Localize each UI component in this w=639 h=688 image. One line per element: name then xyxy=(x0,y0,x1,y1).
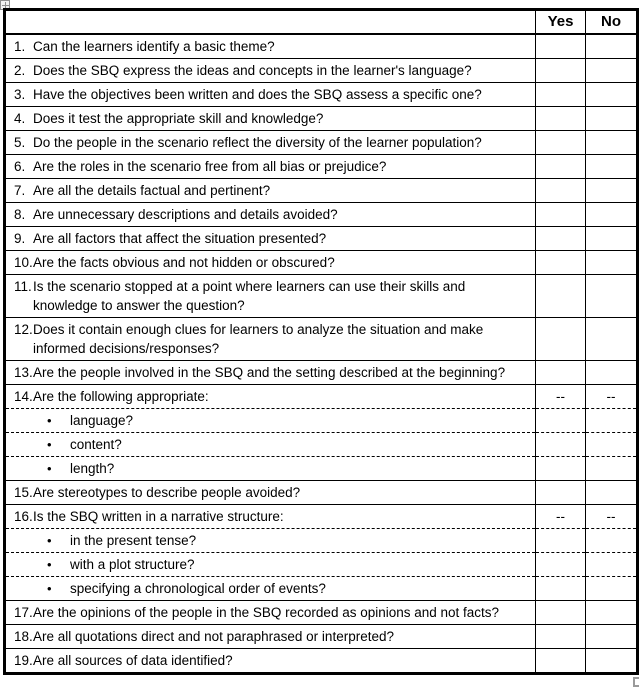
yes-cell[interactable] xyxy=(536,154,586,178)
question-text: Are the people involved in the SBQ and the setting described at the beginning? xyxy=(33,364,506,380)
checklist-subrow xyxy=(5,408,638,432)
question-number: 5. xyxy=(14,134,26,150)
yes-cell[interactable] xyxy=(536,34,586,59)
yes-cell[interactable] xyxy=(536,130,586,154)
subitem-text: with a plot structure? xyxy=(70,556,195,572)
question-cell xyxy=(5,384,536,408)
question-number: 1. xyxy=(14,38,26,54)
question-text: Does it test the appropriate skill and knowledge? xyxy=(33,110,324,126)
no-cell[interactable] xyxy=(586,178,638,202)
subitem-cell xyxy=(5,528,536,552)
question-cell xyxy=(5,600,536,624)
question-number: 8. xyxy=(14,206,26,222)
question-number: 2. xyxy=(14,62,26,78)
checklist-subrow xyxy=(5,432,638,456)
yes-cell[interactable] xyxy=(536,58,586,82)
no-cell[interactable] xyxy=(586,202,638,226)
checklist-row xyxy=(5,250,638,274)
no-cell[interactable] xyxy=(586,130,638,154)
question-text: Are unnecessary descriptions and details avoided? xyxy=(33,206,338,222)
no-cell[interactable] xyxy=(586,360,638,384)
yes-cell[interactable] xyxy=(536,624,586,648)
question-number: 18. xyxy=(14,628,33,644)
yes-cell[interactable] xyxy=(536,82,586,106)
yes-cell[interactable] xyxy=(536,528,586,552)
subitem-text: specifying a chronological order of events? xyxy=(70,580,326,596)
question-number: 12. xyxy=(14,321,33,337)
no-cell[interactable] xyxy=(586,528,638,552)
checklist-row xyxy=(5,82,638,106)
question-number: 3. xyxy=(14,86,26,102)
subitem-cell xyxy=(5,552,536,576)
checklist-row xyxy=(5,226,638,250)
yes-cell[interactable] xyxy=(536,178,586,202)
question-column-header xyxy=(5,10,536,34)
no-cell[interactable] xyxy=(586,317,638,360)
checklist-row xyxy=(5,360,638,384)
question-cell xyxy=(5,360,536,384)
question-text: Can the learners identify a basic theme? xyxy=(33,38,275,54)
question-text: Do the people in the scenario reflect the diversity of the learner population? xyxy=(33,134,482,150)
header-row xyxy=(5,10,638,34)
yes-cell[interactable]: -- xyxy=(536,384,586,408)
checklist-row xyxy=(5,154,638,178)
yes-cell[interactable] xyxy=(536,408,586,432)
checklist-subrow xyxy=(5,528,638,552)
checklist-row xyxy=(5,504,638,528)
question-number: 17. xyxy=(14,604,33,620)
checklist-row xyxy=(5,34,638,59)
yes-cell[interactable]: -- xyxy=(536,504,586,528)
question-number: 16. xyxy=(14,508,33,524)
question-number: 4. xyxy=(14,110,26,126)
no-cell[interactable] xyxy=(586,480,638,504)
no-cell[interactable] xyxy=(586,106,638,130)
question-cell xyxy=(5,178,536,202)
checklist-row xyxy=(5,274,638,317)
subitem-cell xyxy=(5,456,536,480)
question-text: Does the SBQ express the ideas and concepts in the learner's language? xyxy=(33,62,472,78)
bullet-icon: • xyxy=(47,580,52,596)
question-cell xyxy=(5,504,536,528)
yes-cell[interactable] xyxy=(536,480,586,504)
question-number: 14. xyxy=(14,388,33,404)
question-cell xyxy=(5,106,536,130)
question-number: 11. xyxy=(14,278,32,294)
no-cell[interactable] xyxy=(586,250,638,274)
checklist-row xyxy=(5,178,638,202)
no-cell[interactable] xyxy=(586,456,638,480)
yes-column-header: Yes xyxy=(536,10,586,34)
no-cell[interactable] xyxy=(586,34,638,59)
question-number: 10. xyxy=(14,254,33,270)
yes-cell[interactable] xyxy=(536,226,586,250)
question-text: Is the SBQ written in a narrative structure: xyxy=(33,508,284,524)
checklist-row xyxy=(5,106,638,130)
no-cell[interactable] xyxy=(586,600,638,624)
checklist-row xyxy=(5,624,638,648)
question-text: Are the roles in the scenario free from all bias or prejudice? xyxy=(33,158,387,174)
question-cell xyxy=(5,58,536,82)
bullet-icon: • xyxy=(47,436,52,452)
yes-cell[interactable] xyxy=(536,202,586,226)
no-cell[interactable] xyxy=(586,82,638,106)
checklist-row xyxy=(5,317,638,360)
question-cell xyxy=(5,130,536,154)
question-text: Have the objectives been written and does the SBQ assess a specific one? xyxy=(33,86,482,102)
question-text: Does it contain enough clues for learners to analyze the situation and make informed decisions/responses? xyxy=(33,321,484,356)
yes-cell[interactable] xyxy=(536,317,586,360)
question-cell xyxy=(5,82,536,106)
question-text: Are stereotypes to describe people avoided? xyxy=(33,484,301,500)
question-cell xyxy=(5,480,536,504)
question-number: 19. xyxy=(14,652,33,668)
checklist-row xyxy=(5,58,638,82)
no-cell[interactable] xyxy=(586,648,638,673)
no-cell[interactable] xyxy=(586,624,638,648)
question-text: Are all sources of data identified? xyxy=(33,652,233,668)
no-cell[interactable]: -- xyxy=(586,384,638,408)
yes-cell[interactable] xyxy=(536,360,586,384)
question-text: Are all quotations direct and not paraphrased or interpreted? xyxy=(33,628,394,644)
checklist-row xyxy=(5,384,638,408)
yes-cell[interactable] xyxy=(536,106,586,130)
no-cell[interactable] xyxy=(586,274,638,317)
question-cell xyxy=(5,154,536,178)
no-cell[interactable] xyxy=(586,154,638,178)
checklist-row xyxy=(5,130,638,154)
no-cell[interactable] xyxy=(586,226,638,250)
bullet-icon: • xyxy=(47,556,52,572)
question-cell xyxy=(5,648,536,673)
checklist-row xyxy=(5,600,638,624)
no-column-header: No xyxy=(586,10,638,34)
yes-cell[interactable] xyxy=(536,600,586,624)
question-text: Is the scenario stopped at a point where learners can use their skills and knowledge to answer the question? xyxy=(33,278,466,313)
sbq-checklist-table xyxy=(3,8,639,675)
question-number: 13. xyxy=(14,364,33,380)
question-cell xyxy=(5,226,536,250)
subitem-text: in the present tense? xyxy=(70,532,197,548)
subitem-cell xyxy=(5,408,536,432)
yes-cell[interactable] xyxy=(536,432,586,456)
yes-cell[interactable] xyxy=(536,250,586,274)
subitem-cell xyxy=(5,432,536,456)
question-text: Are the following appropriate: xyxy=(33,388,209,404)
yes-cell[interactable] xyxy=(536,552,586,576)
question-text: Are the opinions of the people in the SBQ recorded as opinions and not facts? xyxy=(33,604,500,620)
no-cell[interactable] xyxy=(586,408,638,432)
subitem-text: length? xyxy=(70,460,115,476)
question-cell xyxy=(5,317,536,360)
question-number: 15. xyxy=(14,484,33,500)
checklist-row xyxy=(5,648,638,673)
question-number: 9. xyxy=(14,230,26,246)
no-cell[interactable]: -- xyxy=(586,504,638,528)
question-text: Are the facts obvious and not hidden or obscured? xyxy=(33,254,335,270)
checklist-subrow xyxy=(5,456,638,480)
checklist-subrow xyxy=(5,576,638,600)
yes-cell[interactable] xyxy=(536,274,586,317)
bullet-icon: • xyxy=(47,532,52,548)
no-cell[interactable] xyxy=(586,58,638,82)
checklist-subrow xyxy=(5,552,638,576)
no-cell[interactable] xyxy=(586,552,638,576)
question-cell xyxy=(5,34,536,59)
subitem-text: content? xyxy=(70,436,122,452)
question-cell xyxy=(5,624,536,648)
question-cell xyxy=(5,274,536,317)
subitem-text: language? xyxy=(70,412,134,428)
yes-cell[interactable] xyxy=(536,576,586,600)
bullet-icon: • xyxy=(47,412,52,428)
question-text: Are all factors that affect the situation presented? xyxy=(33,230,327,246)
yes-cell[interactable] xyxy=(536,648,586,673)
question-cell xyxy=(5,250,536,274)
question-text: Are all the details factual and pertinent? xyxy=(33,182,271,198)
subitem-cell xyxy=(5,576,536,600)
table-resize-handle-icon[interactable] xyxy=(633,677,639,687)
checklist-row xyxy=(5,202,638,226)
question-number: 7. xyxy=(14,182,26,198)
question-number: 6. xyxy=(14,158,26,174)
checklist-row xyxy=(5,480,638,504)
no-cell[interactable] xyxy=(586,576,638,600)
bullet-icon: • xyxy=(47,460,52,476)
yes-cell[interactable] xyxy=(536,456,586,480)
question-cell xyxy=(5,202,536,226)
no-cell[interactable] xyxy=(586,432,638,456)
